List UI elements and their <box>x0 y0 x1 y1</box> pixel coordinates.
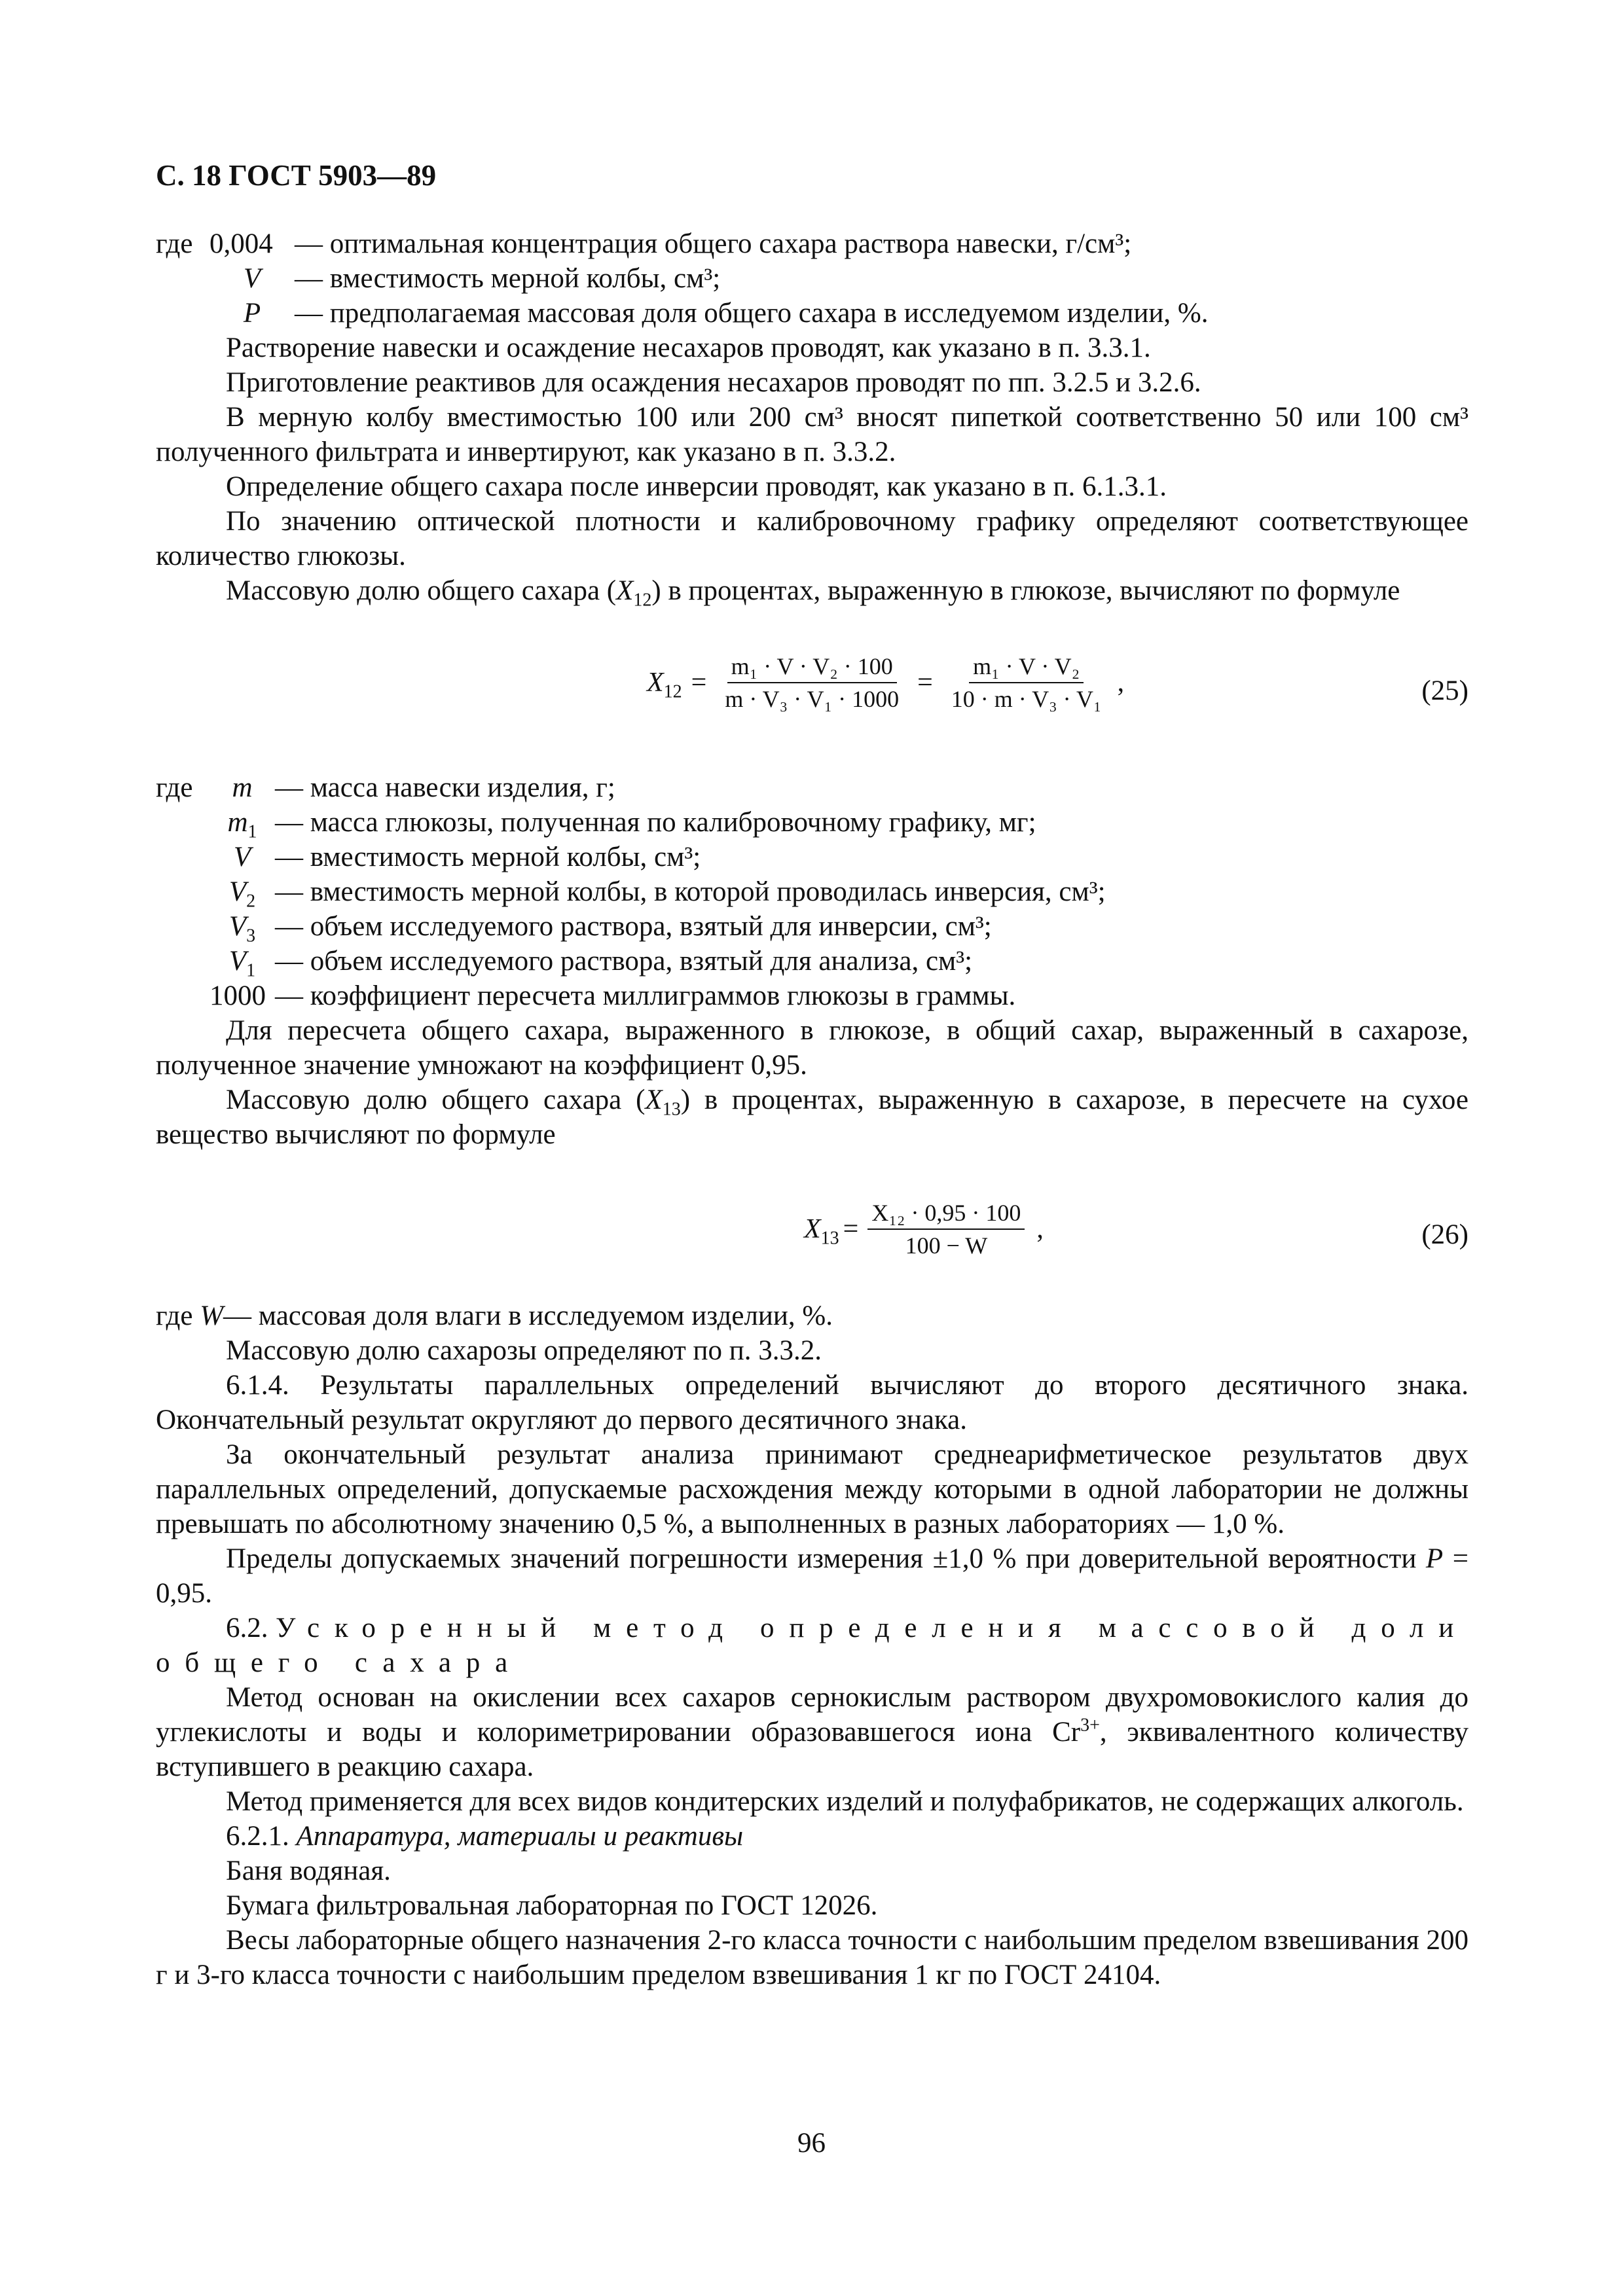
text-run: Массовую долю общего сахара ( <box>226 575 617 606</box>
paragraph <box>156 1680 1468 1784</box>
math-subscript: 1 <box>247 821 257 842</box>
paragraph: Для пересчета общего сахара, выраженного в глюкозе, в общий сахар, выраженный в сахарозе, полученное значение умножают на коэффициент 0,95. <box>156 1015 1468 1081</box>
math-symbol: V <box>233 842 251 872</box>
equals-sign: = <box>691 667 707 698</box>
definition-lead <box>156 874 210 909</box>
equals-sign: = <box>917 667 933 698</box>
formula-lhs <box>804 1212 839 1247</box>
formula-tail: , <box>1036 1213 1044 1244</box>
definition-symbol <box>210 909 275 944</box>
definition-text: — массовая доля влаги в исследуемом изделии, %. <box>223 1300 833 1331</box>
paragraph: По значению оптической плотности и калибровочному графику определяют соответствующее количество глюкозы. <box>156 506 1468 571</box>
text-run: ) в процентах, выраженную в сахарозе, в пересчете на сухое вещество вычисляют по формуле <box>156 1085 1468 1150</box>
definition-lead: где <box>156 772 193 803</box>
definition-text: — оптимальная концентрация общего сахара раствора навески, г/см³; <box>295 228 1132 259</box>
section-title: Аппаратура, материалы и реактивы <box>296 1821 744 1852</box>
math-symbol: V <box>228 946 247 977</box>
definition-text: — вместимость мерной колбы, в которой проводилась инверсия, см³; <box>275 876 1106 907</box>
math-symbol: X <box>804 1213 821 1244</box>
paragraph: Массовую долю сахарозы определяют по п. 3.3.2. <box>226 1335 822 1366</box>
paragraph: Бумага фильтровальная лабораторная по ГОСТ 12026. <box>226 1890 878 1921</box>
definition-row <box>156 296 1468 331</box>
math-symbol: V <box>228 911 247 942</box>
definition-row <box>156 770 1468 805</box>
paragraph: Определение общего сахара после инверсии проводят, как указано в п. 6.1.3.1. <box>226 471 1167 502</box>
section-heading-6-2-1 <box>156 1819 1468 1854</box>
math-subscript: 2 <box>246 891 256 912</box>
section-title: Ускоренный метод определения массовой доли общего сахара <box>156 1613 1468 1678</box>
paragraph <box>156 1541 1468 1611</box>
definition-lead: где <box>156 228 193 259</box>
fraction <box>867 1199 1025 1259</box>
definition-row <box>156 805 1468 840</box>
math-subscript: 12 <box>663 681 682 702</box>
denominator: m · V₃ · V₁ · 1000 <box>725 686 900 712</box>
math-symbol: V <box>228 876 247 907</box>
math-subscript: 1 <box>246 960 256 981</box>
fraction-2 <box>947 653 1106 713</box>
text-run: ) в процентах, выраженную в глюкозе, вычисляют по формуле <box>651 575 1400 606</box>
definition-lead: где <box>156 1300 193 1331</box>
formula-body <box>804 1199 1044 1259</box>
paragraph: Баня водяная. <box>226 1856 391 1886</box>
definitions-list-2 <box>156 770 1468 1013</box>
definition-lead <box>156 261 210 296</box>
math-symbol: P <box>1425 1543 1444 1574</box>
text-run: Пределы допускаемых значений погрешности измерения ±1,0 % при доверительной вероятности <box>226 1543 1417 1574</box>
definition-lead <box>156 909 210 944</box>
definition-symbol: P <box>243 298 261 329</box>
section-number: 6.2. <box>226 1613 268 1643</box>
definition-symbol: 0,004 <box>210 228 273 259</box>
definition-row <box>156 840 1468 874</box>
definition-symbol <box>210 770 275 805</box>
definition-symbol <box>210 944 275 981</box>
numerator: X₁₂ · 0,95 · 100 <box>867 1199 1025 1230</box>
definition-row <box>156 909 1468 944</box>
math-subscript: 3 <box>246 925 256 946</box>
math-symbol: W <box>200 1300 224 1331</box>
math-symbol: m <box>232 772 253 803</box>
numerator: m₁ · V · V₂ · 100 <box>727 653 897 683</box>
definition-w <box>156 1299 1468 1333</box>
section-number: 6.2.1. <box>226 1821 289 1852</box>
definition-symbol <box>210 840 275 874</box>
definition-row <box>156 944 1468 978</box>
definition-row <box>156 874 1468 909</box>
paragraph: В мерную колбу вместимостью 100 или 200 см³ вносят пипеткой соответственно 50 или 100 см³ полученного фильтрата и инвертируют, как указано в п. 3.3.2. <box>156 402 1468 467</box>
math-symbol: X <box>645 1085 663 1115</box>
definition-symbol: V <box>243 263 261 294</box>
denominator: 10 · m · V₃ · V₁ <box>951 686 1102 712</box>
math-subscript: 13 <box>662 1099 681 1120</box>
math-subscript: 13 <box>820 1227 839 1248</box>
formula-26 <box>156 1194 1468 1272</box>
math-subscript: 12 <box>633 590 652 611</box>
math-symbol: m <box>227 807 248 838</box>
definition-lead <box>156 944 210 978</box>
definition-symbol <box>210 805 275 840</box>
superscript: 3+ <box>1080 1715 1100 1736</box>
definition-text: — вместимость мерной колбы, см³; <box>295 263 721 294</box>
definition-row <box>156 978 1468 1013</box>
definitions-list-1 <box>156 226 1468 331</box>
text-run: Массовую долю общего сахара ( <box>226 1085 646 1115</box>
definition-text: — масса навески изделия, г; <box>275 772 615 803</box>
math-symbol: X <box>616 575 634 606</box>
definition-symbol <box>210 874 275 912</box>
definition-symbol <box>210 978 275 1013</box>
text-run: = 0,95. <box>156 1543 1469 1609</box>
math-symbol: X <box>647 667 664 698</box>
page-header: С. 18 ГОСТ 5903—89 <box>156 159 437 192</box>
definition-text: — предполагаемая массовая доля общего сахара в исследуемом изделии, %. <box>295 298 1209 329</box>
section-heading-6-2 <box>156 1611 1468 1680</box>
definition-row <box>156 226 1468 261</box>
equation-number: (25) <box>1421 675 1468 706</box>
text-run: Метод основан на окислении всех сахаров сернокислым раствором двухромовокислого калия до углекислоты и воды и колориметрировании образовавшегося иона Cr <box>156 1682 1468 1748</box>
paragraph: 6.1.4. Результаты параллельных определений вычисляют до второго десятичного знака. Окончательный результат округляют до первого десятичного знака. <box>156 1370 1468 1435</box>
paragraph: Весы лабораторные общего назначения 2-го класса точности с наибольшим пределом взвешивания 200 г и 3-го класса точности с наибольшим пределом взвешивания 1 кг по ГОСТ 24104. <box>156 1925 1468 1990</box>
page-number: 96 <box>797 2128 826 2159</box>
definition-row <box>156 261 1468 296</box>
equation-number: (26) <box>1421 1219 1468 1250</box>
definition-text: — объем исследуемого раствора, взятый для инверсии, см³; <box>275 911 992 942</box>
equals-sign: = <box>843 1213 859 1244</box>
numerator: m₁ · V · V₂ <box>969 653 1084 683</box>
fraction-1 <box>721 653 903 713</box>
definition-text: — объем исследуемого раствора, взятый для анализа, см³; <box>275 946 973 977</box>
paragraph: За окончательный результат анализа принимают среднеарифметическое результатов двух параллельных определений, допускаемые расхождения между которыми в одной лаборатории не должны превышать по абсолютному значению 0,5 %, а выполненных в разных лабораториях — 1,0 %. <box>156 1439 1468 1539</box>
paragraph <box>156 573 1468 611</box>
document-page <box>156 157 1468 1992</box>
definition-text: — масса глюкозы, полученная по калибровочному графику, мг; <box>275 807 1036 838</box>
definition-lead <box>156 840 210 874</box>
definition-text: — вместимость мерной колбы, см³; <box>275 842 701 872</box>
definition-lead <box>156 978 210 1013</box>
formula-lhs <box>647 666 682 700</box>
formula-body <box>647 653 1124 713</box>
denominator: 100 − W <box>905 1232 988 1259</box>
formula-tail: , <box>1117 667 1125 698</box>
definition-lead <box>156 805 210 840</box>
paragraph <box>156 1083 1468 1152</box>
definition-text: — коэффициент пересчета миллиграммов глюкозы в граммы. <box>275 980 1016 1011</box>
paragraph: Приготовление реактивов для осаждения несахаров проводят по пп. 3.2.5 и 3.2.6. <box>226 367 1201 398</box>
paragraph: Метод применяется для всех видов кондитерских изделий и полуфабрикатов, не содержащих алкоголь. <box>226 1786 1464 1817</box>
formula-25 <box>156 646 1468 744</box>
paragraph: Растворение навески и осаждение несахаров проводят, как указано в п. 3.3.1. <box>226 332 1151 363</box>
math-symbol: 1000 <box>210 980 266 1011</box>
definition-lead <box>156 296 210 331</box>
text-run: , эквивалентного количеству вступившего в реакцию сахара. <box>156 1717 1469 1782</box>
